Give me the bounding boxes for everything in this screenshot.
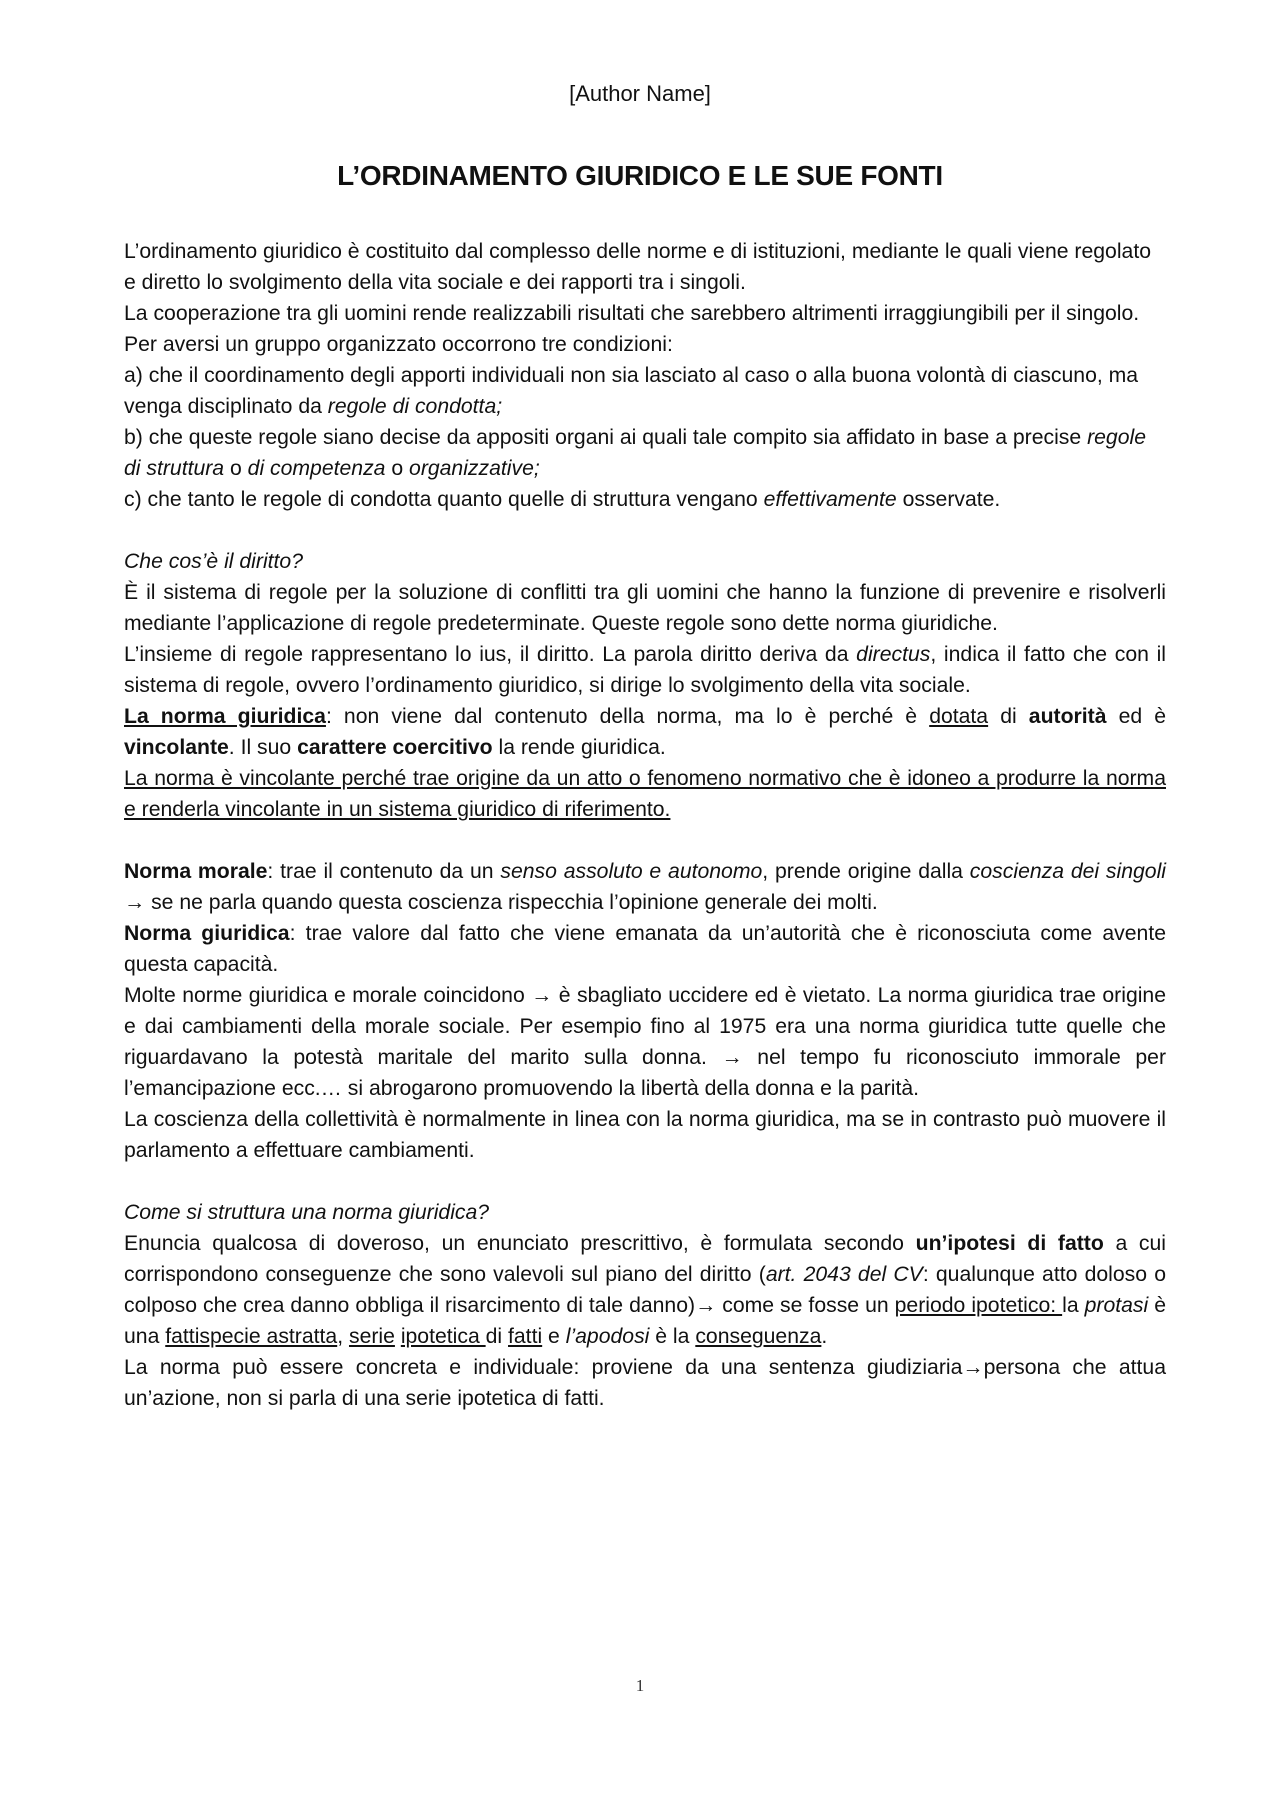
struttura-p1-j: e (542, 1325, 566, 1348)
intro-paragraph-1: L’ordinamento giuridico è costituito dal complesso delle norme e di istituzioni, mediante le quali viene regolato e diretto lo svolgimento della vita sociale e dei rapporti tra i singoli. (124, 240, 1152, 294)
morale-paragraph-1 (124, 856, 1166, 918)
diritto-p3-bold-1: autorità (1028, 705, 1107, 728)
intro-paragraph-3: Per aversi un gruppo organizzato occorrono tre condizioni: (124, 333, 673, 356)
condition-a-emphasis: regole di condotta; (327, 395, 503, 418)
struttura-p1-underline-5: fatti (508, 1325, 543, 1348)
struttura-p1-a: Enuncia qualcosa di doveroso, un enunciato prescrittivo, è formulata secondo (124, 1232, 916, 1255)
condition-c-emphasis: effettivamente (763, 488, 897, 511)
morale-p1-c: se ne parla quando questa coscienza rispecchia l’opinione generale dei molti. (151, 891, 878, 914)
section-gap (124, 825, 1166, 856)
diritto-p2-emphasis: directus (856, 643, 931, 666)
arrow-icon: → (124, 891, 152, 914)
condition-b-emphasis-3: organizzative; (409, 457, 540, 480)
condition-b-emphasis-2: di competenza (247, 457, 386, 480)
arrow-icon: → (531, 984, 553, 1007)
struttura-paragraph-2 (124, 1352, 1166, 1414)
morale-p3-c: nel tempo fu riconosciuto immorale per l’emancipazione ecc.… si abrogarono promuovendo la libertà della donna e la parità. (124, 1046, 1166, 1100)
diritto-p3-bold-3: carattere coercitivo (297, 736, 493, 759)
morale-p2-a: : trae valore dal fatto che viene emanata da un’autorità che è riconosciuta come avente questa capacità. (124, 922, 1167, 976)
diritto-p3-c: ed è (1106, 705, 1167, 728)
diritto-paragraph-3 (124, 701, 1166, 763)
morale-p1-a: : trae il contenuto da un (267, 860, 501, 883)
struttura-p1-l: . (821, 1325, 828, 1348)
struttura-question: Come si struttura una norma giuridica? (124, 1201, 490, 1224)
section-gap (124, 515, 1166, 546)
diritto-paragraph-1: È il sistema di regole per la soluzione di conflitti tra gli uomini che hanno la funzione di prevenire e risolverli mediante l’applicazione di regole predeterminate. Queste regole sono dette norma giuridiche. (124, 581, 1166, 635)
norma-giuridica-heading-2: Norma giuridica (124, 922, 290, 945)
struttura-p1-underline-4: ipotetica (400, 1325, 486, 1348)
diritto-p3-underline: dotata (929, 705, 989, 728)
page-title: L’ORDINAMENTO GIURIDICO E LE SUE FONTI (337, 160, 943, 191)
struttura-paragraph-1 (124, 1228, 1166, 1352)
struttura-p1-e: la (1062, 1294, 1085, 1317)
morale-p1-emphasis-1: senso assoluto e autonomo (500, 860, 763, 883)
struttura-p1-d: come se fosse un (716, 1294, 895, 1317)
condition-a-text: a) che il coordinamento degli apporti individuali non sia lasciato al caso o alla buona volontà di ciascuno, ma venga disciplinato da (124, 364, 1139, 418)
struttura-p2-a: La norma può essere concreta e individuale: proviene da una sentenza giudiziaria (124, 1356, 963, 1379)
author-name: [Author Name] (569, 81, 711, 106)
condition-b-connector-2: o (385, 457, 410, 480)
morale-p1-emphasis-2: coscienza dei singoli (969, 860, 1166, 883)
diritto-question: Che cos’è il diritto? (124, 550, 303, 573)
condition-b (124, 422, 1166, 484)
morale-p1-b: , prende origine dalla (762, 860, 970, 883)
norma-morale-heading: Norma morale (124, 860, 268, 883)
struttura-p1-apodosi: l’apodosi (565, 1325, 650, 1348)
struttura-p1-underline-3: serie (348, 1325, 395, 1348)
struttura-p1-b: a cui corrispondono conseguenze che sono valevoli sul piano del diritto ( (124, 1232, 1166, 1286)
intro-paragraph-2: La cooperazione tra gli uomini rende realizzabili risultati che sarebbero altrimenti irraggiungibili per il singolo. (124, 302, 1140, 325)
morale-paragraph-2 (124, 918, 1166, 980)
condition-b-text: b) che queste regole siano decise da appositi organi ai quali tale compito sia affidato in base a precise (124, 426, 1088, 449)
condition-c (124, 484, 1166, 515)
diritto-p3-d: . Il suo (228, 736, 298, 759)
diritto-paragraph-2 (124, 639, 1166, 701)
norma-giuridica-heading: La norma giuridica (124, 705, 326, 728)
diritto-p3-bold-2: vincolante (124, 736, 229, 759)
arrow-icon: → (962, 1356, 984, 1379)
struttura-p1-article: art. 2043 del CV (765, 1263, 923, 1286)
struttura-p1-bold: un’ipotesi di fatto (915, 1232, 1104, 1255)
condition-c-end: osservate. (896, 488, 1001, 511)
condition-b-connector-1: o (224, 457, 248, 480)
diritto-p3-a: : non viene dal contenuto della norma, ma lo è perché è (325, 705, 930, 728)
struttura-p1-underline-1: periodo ipotetico: (894, 1294, 1063, 1317)
struttura-p1-underline-2: fattispecie astratta (165, 1325, 338, 1348)
condition-b-emphasis-1: regole di struttura (124, 426, 1146, 480)
morale-p3-b: è sbagliato uccidere ed è vietato. La norma giuridica trae origine e dai cambiamenti della morale sociale. Per esempio fino al 1975 era una norma giuridica tutte quelle che riguardavano la potestà maritale del marito sulla donna. (124, 984, 1166, 1069)
morale-paragraph-4: La coscienza della collettività è normalmente in linea con la norma giuridica, ma se in contrasto può muovere il parlamento a effettuare cambiamenti. (124, 1108, 1166, 1162)
page-number: 1 (635, 1676, 645, 1695)
document-body (124, 236, 1166, 1414)
diritto-paragraph-4: La norma è vincolante perché trae origine da un atto o fenomeno normativo che è idoneo a produrre la norma e renderla vincolante in un sistema giuridico di riferimento. (124, 767, 1166, 821)
section-gap (124, 1166, 1166, 1197)
diritto-p2-start: L’insieme di regole rappresentano lo ius, il diritto. La parola diritto deriva da (124, 643, 857, 666)
struttura-p2-b: persona che attua un’azione, non si parla di una serie ipotetica di fatti. (124, 1356, 1166, 1410)
struttura-p1-c: : qualunque atto doloso o colposo che crea danno obbliga il risarcimento di tale danno) (124, 1263, 1166, 1317)
struttura-p1-k: è la (649, 1325, 696, 1348)
struttura-p1-underline-6: conseguenza (695, 1325, 822, 1348)
diritto-p3-e: la rende giuridica. (492, 736, 666, 759)
struttura-p1-g: , (337, 1325, 349, 1348)
diritto-p2-end: , indica il fatto che con il sistema di regole, ovvero l’ordinamento giuridico, si dirige lo svolgimento della vita sociale. (124, 643, 1166, 697)
struttura-p1-i: di (485, 1325, 509, 1348)
arrow-icon: → (721, 1046, 743, 1069)
condition-a (124, 360, 1166, 422)
struttura-p1-protasi: protasi (1084, 1294, 1149, 1317)
arrow-icon: → (695, 1294, 717, 1317)
diritto-p3-b: di (988, 705, 1029, 728)
struttura-p1-f: è una (124, 1294, 1167, 1348)
condition-c-text: c) che tanto le regole di condotta quanto quelle di struttura vengano (124, 488, 764, 511)
morale-p3-a: Molte norme giuridica e morale coincidono (124, 984, 532, 1007)
morale-paragraph-3 (124, 980, 1166, 1104)
